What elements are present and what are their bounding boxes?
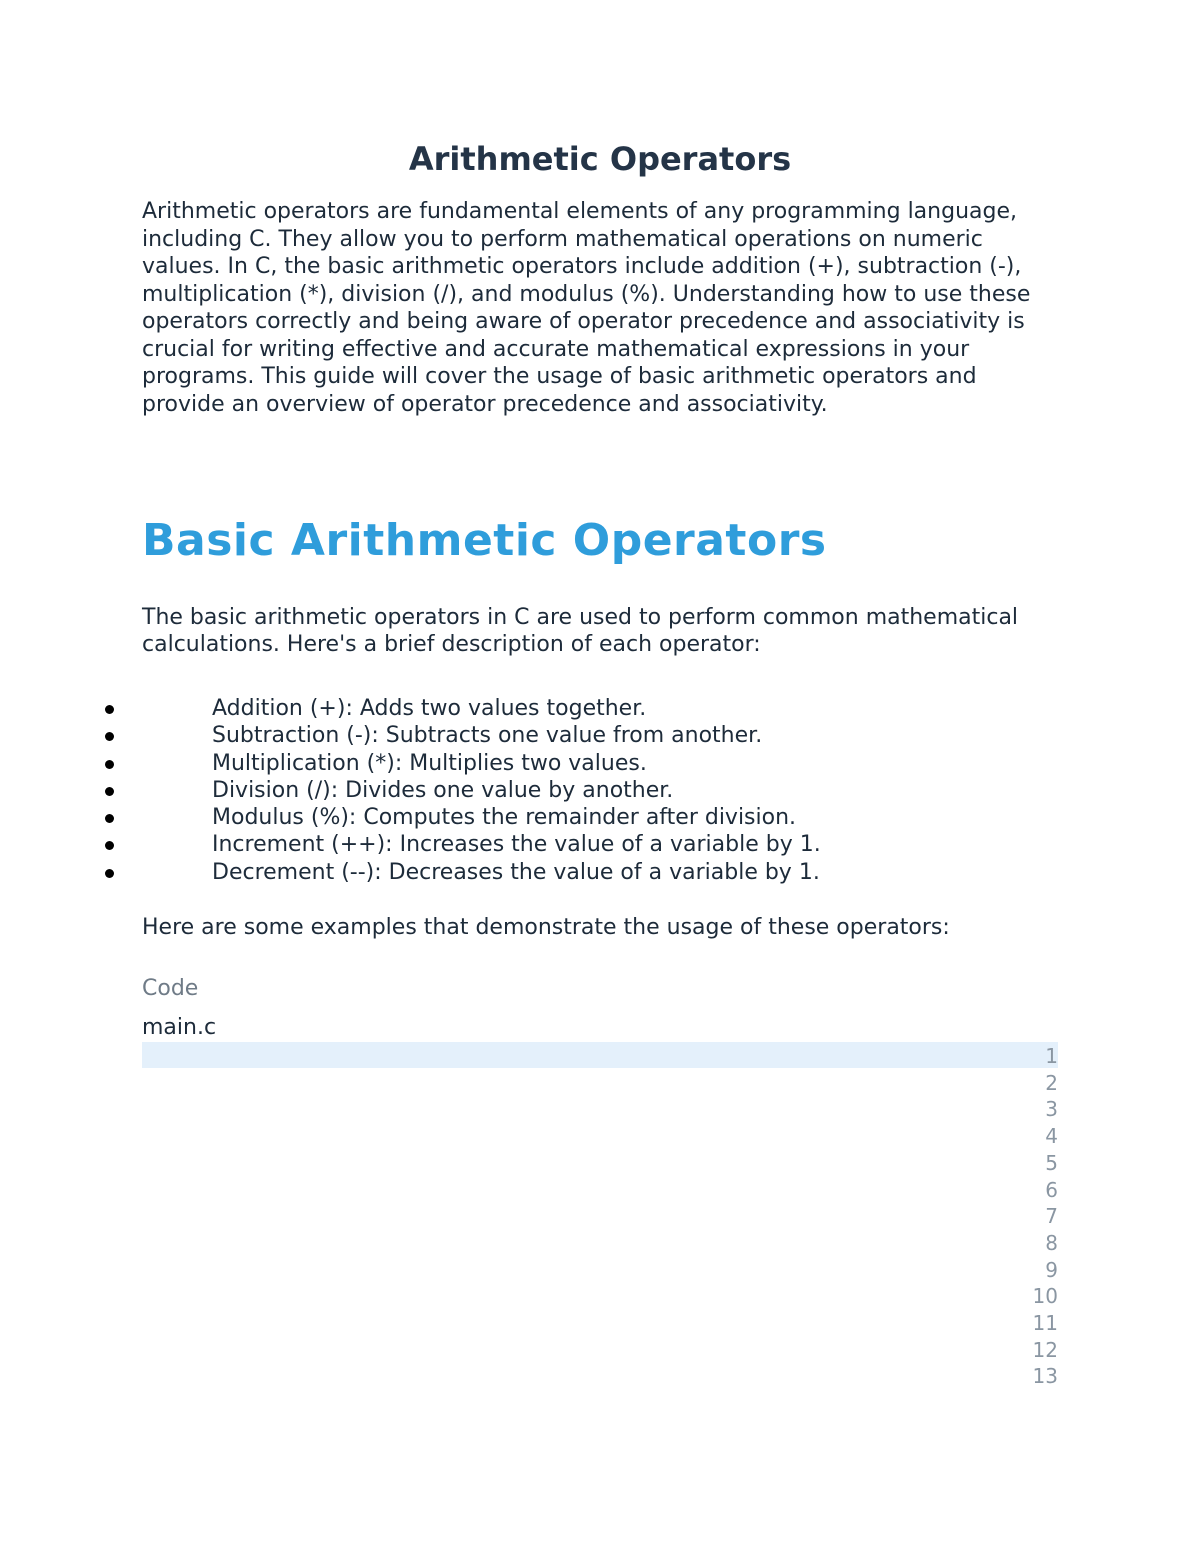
list-item (0, 804, 1200, 831)
examples-intro: Here are some examples that demonstrate the usage of these operators: (142, 915, 950, 940)
operator-description: Decrement (--): Decreases the value of a variable by 1. (212, 859, 820, 885)
bullet-icon (105, 760, 114, 769)
intro-paragraph: Arithmetic operators are fundamental elements of any programming language, including C. They allow you to perform mathematical operations on numeric values. In C, the basic arithmetic operators include addition (+), subtraction (-), multiplication (*), division (/), and modulus (%). Understanding how to use these operators correctly and being aware of operator precedence and associativity is crucial for writing effective and accurate mathematical expressions in your programs. This guide will cover the usage of basic arithmetic operators and provide an overview of operator precedence and associativity. (142, 199, 1031, 417)
list-item (0, 750, 1200, 777)
list-item (0, 722, 1200, 749)
list-item (0, 695, 1200, 722)
line-number: 4 (1045, 1124, 1058, 1149)
bullet-icon (105, 841, 114, 850)
line-number-gutter (1033, 1043, 1058, 1390)
line-number: 7 (1045, 1204, 1058, 1229)
line-number: 5 (1045, 1150, 1058, 1175)
section-heading: Basic Arithmetic Operators (142, 515, 827, 566)
line-number: 10 (1032, 1284, 1058, 1309)
section-intro-paragraph: The basic arithmetic operators in C are used to perform common mathematical calculations. Here's a brief description of each operator: (142, 605, 1019, 657)
line-number: 6 (1045, 1177, 1058, 1202)
current-line-highlight (142, 1042, 1058, 1068)
page-title: Arithmetic Operators (408, 140, 792, 178)
operator-description: Addition (+): Adds two values together. (212, 696, 647, 721)
line-number: 13 (1032, 1364, 1058, 1389)
list-item (0, 831, 1200, 858)
operator-description: Division (/): Divides one value by another. (212, 777, 674, 803)
list-item (0, 777, 1200, 804)
list-item (0, 859, 1200, 886)
line-number: 11 (1032, 1311, 1058, 1336)
bullet-icon (105, 732, 114, 741)
line-number: 12 (1032, 1337, 1058, 1362)
code-label: Code (142, 976, 199, 1001)
operator-list (0, 695, 1200, 886)
operator-description: Subtraction (-): Subtracts one value from another. (212, 723, 763, 749)
bullet-icon (105, 787, 114, 796)
code-file-name: main.c (142, 1015, 217, 1040)
code-block[interactable] (142, 1042, 1058, 1392)
operator-description: Modulus (%): Computes the remainder after division. (212, 805, 797, 831)
bullet-icon (105, 814, 114, 823)
line-number: 2 (1045, 1070, 1058, 1095)
line-number: 3 (1045, 1097, 1058, 1122)
line-number: 1 (1045, 1044, 1058, 1068)
operator-description: Increment (++): Increases the value of a variable by 1. (212, 832, 821, 858)
line-number: 8 (1045, 1230, 1058, 1255)
line-number: 9 (1045, 1257, 1058, 1282)
bullet-icon (105, 869, 114, 878)
operator-description: Multiplication (*): Multiplies two values. (212, 750, 647, 776)
bullet-icon (105, 705, 114, 714)
